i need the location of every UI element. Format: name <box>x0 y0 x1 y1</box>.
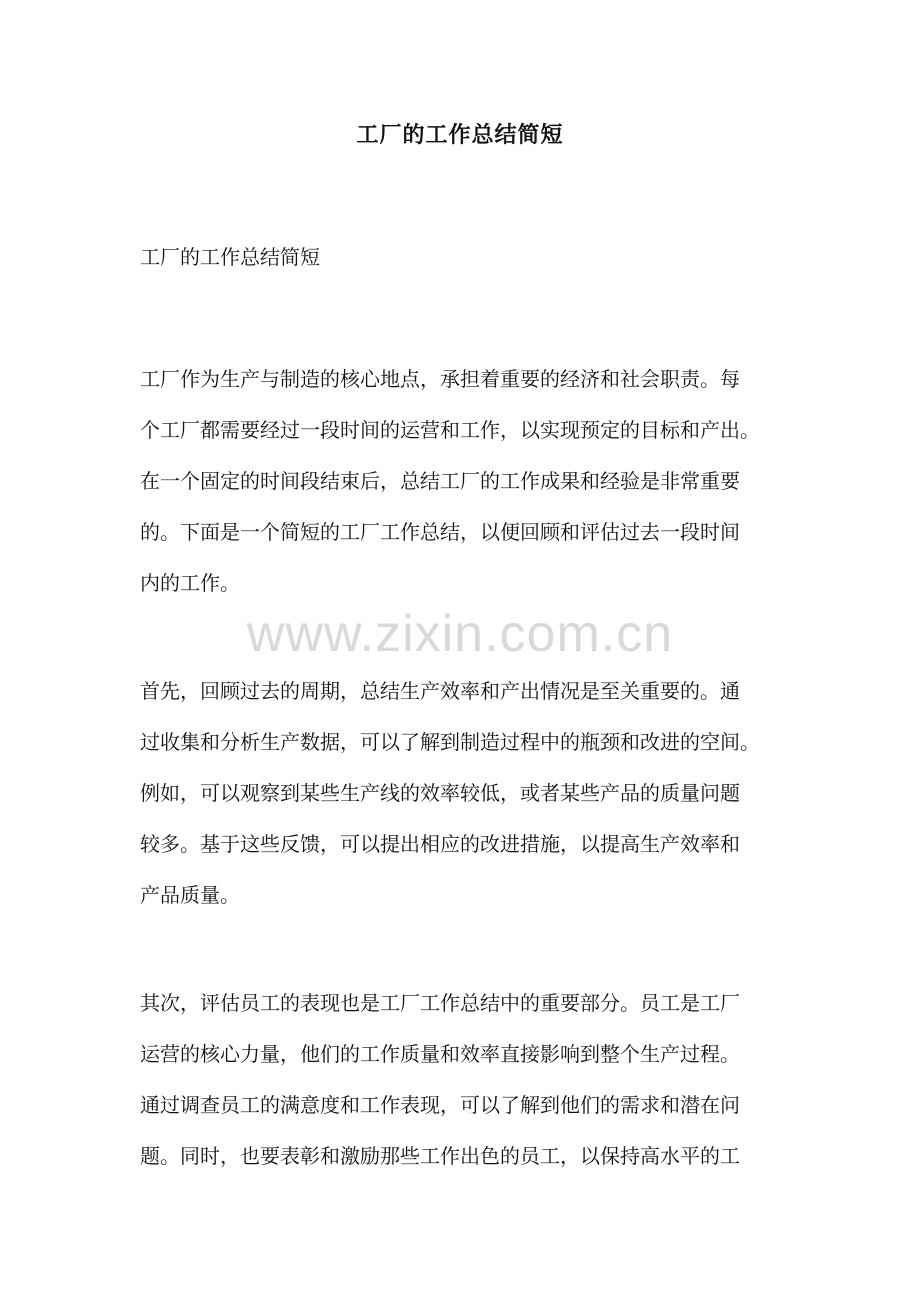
paragraph-2 <box>140 674 802 929</box>
paragraph-line: 在一个固定的时间段结束后，总结工厂的工作成果和经验是非常重要 <box>140 469 740 493</box>
paragraph-line: 首先，回顾过去的周期，总结生产效率和产出情况是至关重要的。通 <box>140 679 740 703</box>
paragraph-line: 过收集和分析生产数据，可以了解到制造过程中的瓶颈和改进的空间。 <box>140 730 760 754</box>
paragraph-line: 题。同时，也要表彰和激励那些工作出色的员工，以保持高水平的工 <box>140 1144 740 1168</box>
paragraph-line: 较多。基于这些反馈，可以提出相应的改进措施，以提高生产效率和 <box>140 832 740 856</box>
paragraph-line: 的。下面是一个简短的工厂工作总结，以便回顾和评估过去一段时间 <box>140 520 740 544</box>
paragraph-line: 例如，可以观察到某些生产线的效率较低，或者某些产品的质量问题 <box>140 781 740 805</box>
paragraph-line: 内的工作。 <box>140 571 240 595</box>
paragraph-line: 其次，评估员工的表现也是工厂工作总结中的重要部分。员工是工厂 <box>140 991 740 1015</box>
paragraph-line: 通过调查员工的满意度和工作表现，可以了解到他们的需求和潜在问 <box>140 1093 740 1117</box>
paragraph-line: 工厂作为生产与制造的核心地点，承担着重要的经济和社会职责。每 <box>140 367 740 391</box>
paragraph-line: 个工厂都需要经过一段时间的运营和工作，以实现预定的目标和产出。 <box>140 418 760 442</box>
paragraph-line: 运营的核心力量，他们的工作质量和效率直接影响到整个生产过程。 <box>140 1042 740 1066</box>
watermark: www.zixin.com.cn <box>246 605 674 663</box>
paragraph-3 <box>140 986 802 1190</box>
paragraph-line: 产品质量。 <box>140 883 240 907</box>
document-subtitle: 工厂的工作总结简短 <box>140 245 320 269</box>
document-title: 工厂的工作总结简短 <box>356 122 564 148</box>
paragraph-1 <box>140 362 802 617</box>
